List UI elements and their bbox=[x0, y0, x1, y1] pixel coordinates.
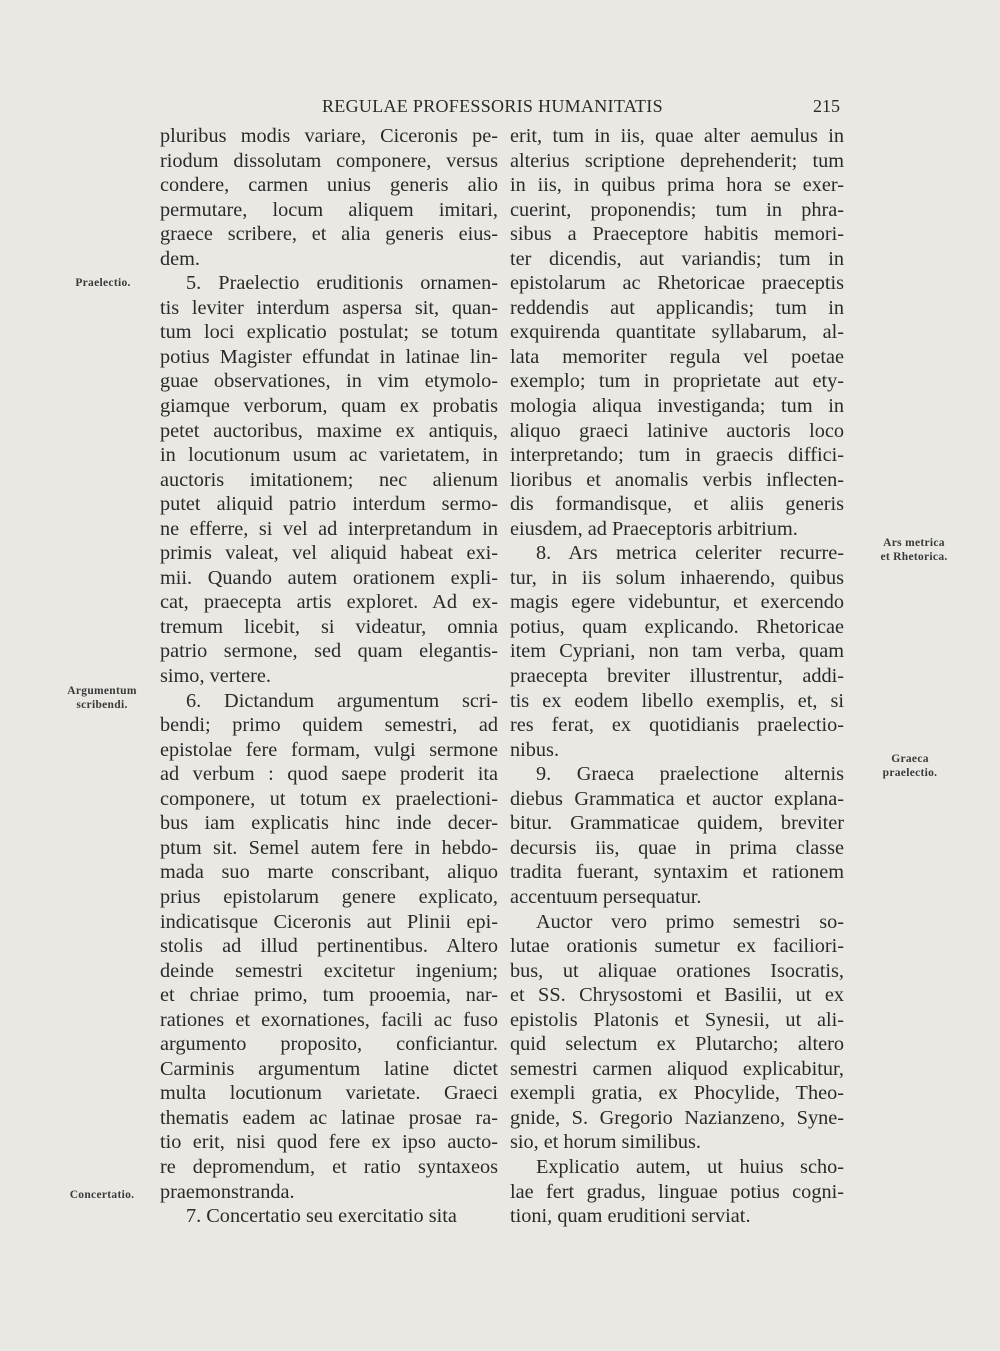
text-line: erit, tum in iis, quae alter aemulus in bbox=[510, 125, 844, 147]
text-line: gnide, S. Gregorio Nazianzeno, Syne- bbox=[510, 1106, 844, 1129]
text-line: 9. Graeca praelectione alternis bbox=[536, 763, 844, 786]
text-line: diebus Grammatica et auctor explana- bbox=[510, 787, 844, 810]
text-line: accentuum persequatur. bbox=[510, 885, 702, 908]
text-line: mada suo marte conscribant, aliquo bbox=[160, 861, 498, 884]
text-line: mologia aliqua investiganda; tum in bbox=[510, 395, 844, 418]
text-line: bendi; primo quidem semestri, ad bbox=[160, 714, 498, 737]
text-line: tis leviter interdum aspersa sit, quan- bbox=[160, 296, 498, 319]
text-line: exempli gratia, ex Phocylide, Theo- bbox=[510, 1082, 844, 1105]
text-line: 6. Dictandum argumentum scri- bbox=[186, 689, 498, 712]
text-line: argumento proposito, conficiantur. bbox=[160, 1033, 498, 1056]
text-line: cuerint, proponendis; tum in phra- bbox=[510, 198, 844, 221]
margin-note-graeca bbox=[860, 752, 960, 780]
margin-note-ars-metrica bbox=[858, 536, 970, 564]
text-line: epistolarum ac Rhetoricae praeceptis bbox=[510, 272, 844, 295]
text-line: cat, praecepta artis exploret. Ad ex- bbox=[160, 591, 498, 614]
text-line: interpretando; tum in graecis diffici- bbox=[510, 444, 844, 467]
text-line: magis egere videbuntur, et exercendo bbox=[510, 591, 844, 614]
page-number: 215 bbox=[813, 96, 840, 116]
text-line: et chriae primo, tum prooemia, nar- bbox=[160, 984, 498, 1007]
text-line: epistolis Platonis et Synesii, ut ali- bbox=[510, 1008, 844, 1031]
text-line: re depromendum, et ratio syntaxeos bbox=[160, 1155, 498, 1178]
text-line: dem. bbox=[160, 247, 200, 270]
text-line: potius Magister effundat in latinae lin- bbox=[160, 345, 498, 368]
margin-note-argumentum bbox=[52, 684, 152, 712]
text-line: dis formandisque, et aliis generis bbox=[510, 493, 844, 516]
text-line: riodum dissolutam componere, versus bbox=[160, 149, 498, 172]
text-line: decursis iis, quae in prima classe bbox=[510, 836, 844, 859]
text-line: thematis eadem ac latinae prosae ra- bbox=[160, 1106, 498, 1129]
text-line: exquirenda quantitate syllabarum, al- bbox=[510, 321, 844, 344]
text-line: ne efferre, si vel ad interpretandum in bbox=[160, 517, 498, 540]
text-line: in iis, in quibus prima hora se exer- bbox=[510, 174, 844, 197]
text-line: 5. Praelectio eruditionis ornamen- bbox=[186, 272, 498, 295]
text-line: giamque verborum, quam ex probatis bbox=[160, 395, 498, 418]
margin-note-text: scribendi. bbox=[76, 699, 128, 711]
text-line: tum loci explicatio postulat; se totum bbox=[160, 321, 498, 344]
text-line: graece scribere, et alia generis eius- bbox=[160, 223, 498, 246]
text-line: alterius scriptione deprehenderit; tum bbox=[510, 149, 844, 172]
running-title: REGULAE PROFESSORIS HUMANITATIS bbox=[322, 96, 663, 116]
margin-note-text: Praelectio. bbox=[75, 277, 131, 289]
text-line: Carminis argumentum latine dictet bbox=[160, 1057, 498, 1080]
text-line: indicatisque Ciceronis aut Plinii epi- bbox=[160, 910, 498, 933]
text-line: ptum sit. Semel autem fere in hebdo- bbox=[160, 836, 498, 859]
text-line: reddendis aut applicandis; tum in bbox=[510, 296, 844, 319]
left-text-column bbox=[160, 124, 498, 1229]
text-line: componere, ut totum ex praelectioni- bbox=[160, 787, 498, 810]
text-line: eiusdem, ad Praeceptoris arbitrium. bbox=[510, 517, 798, 540]
text-line: mii. Quando autem orationem expli- bbox=[160, 566, 498, 589]
text-line: sio, et horum similibus. bbox=[510, 1131, 701, 1154]
text-line: lata memoriter regula vel poetae bbox=[510, 345, 844, 368]
text-line: in locutionum usum ac varietatem, in bbox=[160, 444, 498, 467]
text-line: tio erit, nisi quod fere ex ipso aucto- bbox=[160, 1131, 498, 1154]
text-line: tur, in iis solum inhaerendo, quibus bbox=[510, 566, 844, 589]
text-line: stolis ad illud pertinentibus. Altero bbox=[160, 935, 498, 958]
margin-note-text: Concertatio. bbox=[69, 1189, 135, 1201]
margin-note-praelectio bbox=[58, 276, 148, 290]
text-line: 7. Concertatio seu exercitatio sita bbox=[186, 1205, 457, 1228]
text-line: petet auctoribus, maxime ex antiquis, bbox=[160, 419, 498, 442]
text-line: semestri carmen aliquod explicabitur, bbox=[510, 1057, 844, 1080]
margin-note-text: Ars metrica bbox=[883, 537, 945, 549]
text-line: rationes et exornationes, facili ac fuso bbox=[160, 1008, 498, 1031]
right-text-column bbox=[510, 124, 844, 1229]
text-line: Explicatio autem, ut huius scho- bbox=[536, 1155, 844, 1178]
text-line: quid selectum ex Plutarcho; altero bbox=[510, 1033, 844, 1056]
text-line: tis ex eodem libello exemplis, et, si bbox=[510, 689, 844, 712]
text-line: et SS. Chrysostomi et Basilii, ut ex bbox=[510, 984, 844, 1007]
text-line: tremum licebit, si videatur, omnia bbox=[160, 615, 498, 638]
margin-note-concertatio bbox=[52, 1188, 152, 1202]
margin-note-text: et Rhetorica. bbox=[880, 551, 948, 563]
text-line: lutae orationis sumetur ex faciliori- bbox=[510, 935, 844, 958]
margin-note-text: praelectio. bbox=[882, 767, 938, 779]
text-line: item Cypriani, non tam verba, quam bbox=[510, 640, 844, 663]
text-line: praecepta breviter illustrentur, addi- bbox=[510, 665, 844, 688]
text-line: praemonstranda. bbox=[160, 1180, 295, 1203]
text-line: guae observationes, in vim etymolo- bbox=[160, 370, 498, 393]
text-line: patrio sermone, sed quam elegantis- bbox=[160, 640, 498, 663]
text-line: bus iam explicatis hinc inde decer- bbox=[160, 812, 498, 835]
text-line: simo, vertere. bbox=[160, 665, 271, 688]
text-line: nibus. bbox=[510, 738, 560, 761]
text-line: lae fert gradus, linguae potius cogni- bbox=[510, 1180, 844, 1203]
text-line: exemplo; tum in proprietate aut ety- bbox=[510, 370, 844, 393]
text-line: 8. Ars metrica celeriter recurre- bbox=[536, 542, 844, 565]
text-line: tioni, quam eruditioni serviat. bbox=[510, 1205, 751, 1228]
text-line: tradita fuerant, syntaxim et rationem bbox=[510, 861, 844, 884]
text-line: potius, quam explicando. Rhetoricae bbox=[510, 615, 844, 638]
text-line: epistolae fere formam, vulgi sermone bbox=[160, 738, 498, 761]
text-line: deinde semestri excitetur ingenium; bbox=[160, 959, 498, 982]
margin-note-text: Graeca bbox=[891, 753, 929, 765]
text-line: aliquo graeci latinive auctoris loco bbox=[510, 419, 844, 442]
text-line: ter dicendis, aut variandis; tum in bbox=[510, 247, 844, 270]
text-line: Auctor vero primo semestri so- bbox=[536, 910, 844, 933]
text-line: sibus a Praeceptore habitis memori- bbox=[510, 223, 844, 246]
text-line: condere, carmen unius generis alio bbox=[160, 174, 498, 197]
text-line: putet aliquid patrio interdum sermo- bbox=[160, 493, 498, 516]
text-line: pluribus modis variare, Ciceronis pe- bbox=[160, 125, 498, 147]
text-line: permutare, locum aliquem imitari, bbox=[160, 198, 498, 221]
text-line: primis valeat, vel aliquid habeat exi- bbox=[160, 542, 498, 565]
text-line: lioribus et anomalis verbis inflecten- bbox=[510, 468, 844, 491]
text-line: bitur. Grammaticae quidem, breviter bbox=[510, 812, 844, 835]
text-line: ad verbum : quod saepe proderit ita bbox=[160, 763, 498, 786]
text-line: prius epistolarum genere explicato, bbox=[160, 885, 498, 908]
text-line: res ferat, ex quotidianis praelectio- bbox=[510, 714, 844, 737]
text-line: multa locutionum varietate. Graeci bbox=[160, 1082, 498, 1105]
text-line: bus, ut aliquae orationes Isocratis, bbox=[510, 959, 844, 982]
margin-note-text: Argumentum bbox=[67, 685, 137, 697]
text-line: auctoris imitationem; nec alienum bbox=[160, 468, 498, 491]
